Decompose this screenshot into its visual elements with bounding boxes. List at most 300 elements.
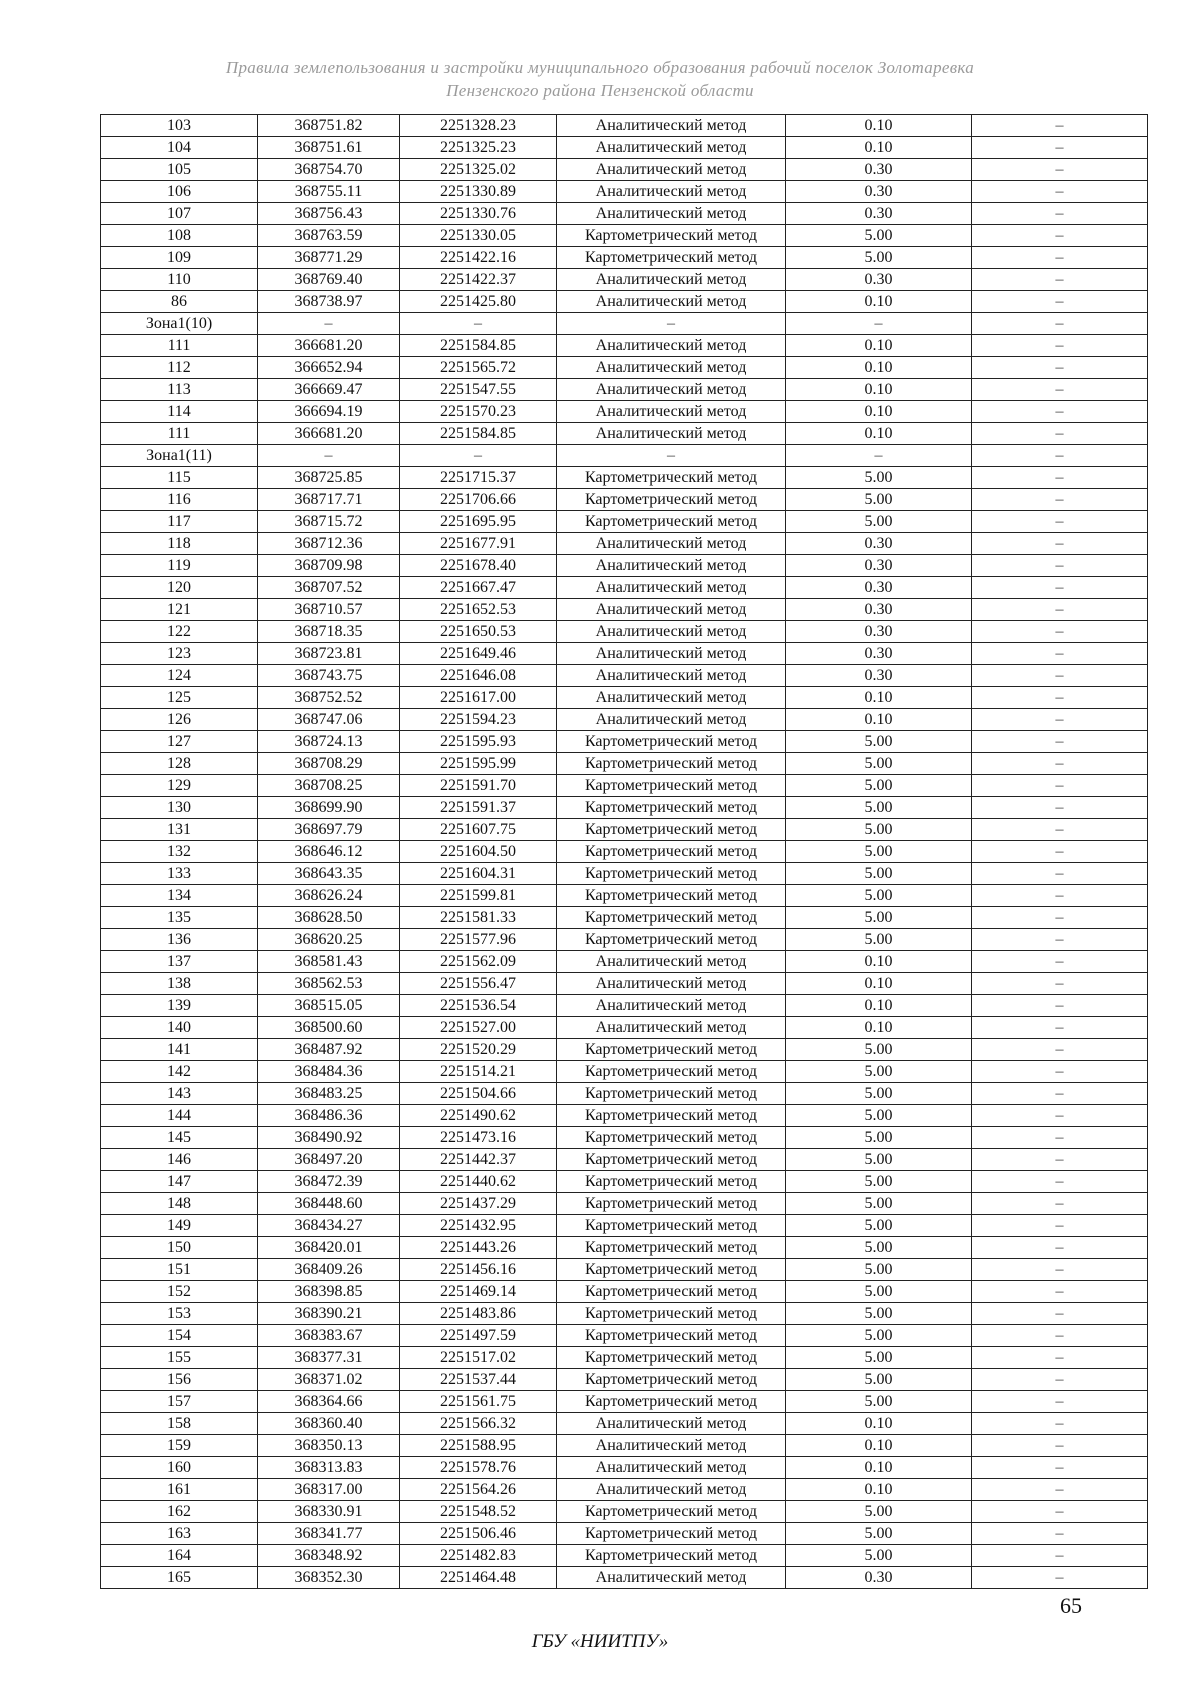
table-row xyxy=(101,357,1148,379)
method-cell: Картометрический метод xyxy=(557,797,786,819)
table-row xyxy=(101,1435,1148,1457)
x-coordinate-cell: 368738.97 xyxy=(258,291,400,313)
method-cell: Картометрический метод xyxy=(557,929,786,951)
note-cell: – xyxy=(972,621,1148,643)
header-line-1: Правила землепользования и застройки муниципального образования рабочий поселок Золотаревка xyxy=(225,58,975,77)
x-coordinate-cell: 368710.57 xyxy=(258,599,400,621)
point-number-cell: 138 xyxy=(101,973,258,995)
table-row xyxy=(101,555,1148,577)
point-number-cell: 157 xyxy=(101,1391,258,1413)
accuracy-cell: 5.00 xyxy=(786,1259,972,1281)
method-cell: Аналитический метод xyxy=(557,1457,786,1479)
point-number-cell: 110 xyxy=(101,269,258,291)
x-coordinate-cell: 368515.05 xyxy=(258,995,400,1017)
accuracy-cell: 0.10 xyxy=(786,401,972,423)
x-coordinate-cell: 368755.11 xyxy=(258,181,400,203)
method-cell: Аналитический метод xyxy=(557,181,786,203)
point-number-cell: 117 xyxy=(101,511,258,533)
point-number-cell: 148 xyxy=(101,1193,258,1215)
method-cell: Картометрический метод xyxy=(557,1083,786,1105)
y-coordinate-cell: 2251646.08 xyxy=(400,665,557,687)
accuracy-cell: 5.00 xyxy=(786,489,972,511)
point-number-cell: 142 xyxy=(101,1061,258,1083)
method-cell: Аналитический метод xyxy=(557,137,786,159)
accuracy-cell: 0.10 xyxy=(786,423,972,445)
note-cell: – xyxy=(972,357,1148,379)
method-cell: Картометрический метод xyxy=(557,753,786,775)
x-coordinate-cell: 368707.52 xyxy=(258,577,400,599)
method-cell: Картометрический метод xyxy=(557,1237,786,1259)
method-cell: Картометрический метод xyxy=(557,1215,786,1237)
y-coordinate-cell: 2251422.37 xyxy=(400,269,557,291)
y-coordinate-cell: 2251556.47 xyxy=(400,973,557,995)
table-row xyxy=(101,841,1148,863)
point-number-cell: 106 xyxy=(101,181,258,203)
accuracy-cell: 0.10 xyxy=(786,687,972,709)
accuracy-cell: 5.00 xyxy=(786,1369,972,1391)
table-row xyxy=(101,467,1148,489)
table-row xyxy=(101,181,1148,203)
table-row xyxy=(101,247,1148,269)
y-coordinate-cell: 2251425.80 xyxy=(400,291,557,313)
accuracy-cell: 5.00 xyxy=(786,1127,972,1149)
note-cell: – xyxy=(972,225,1148,247)
x-coordinate-cell: 368490.92 xyxy=(258,1127,400,1149)
point-number-cell: 151 xyxy=(101,1259,258,1281)
note-cell: – xyxy=(972,775,1148,797)
point-number-cell: 111 xyxy=(101,335,258,357)
note-cell: – xyxy=(972,907,1148,929)
accuracy-cell: 5.00 xyxy=(786,819,972,841)
note-cell: – xyxy=(972,709,1148,731)
note-cell: – xyxy=(972,665,1148,687)
note-cell: – xyxy=(972,203,1148,225)
x-coordinate-cell: 368756.43 xyxy=(258,203,400,225)
point-number-cell: 104 xyxy=(101,137,258,159)
point-number-cell: 152 xyxy=(101,1281,258,1303)
accuracy-cell: 0.10 xyxy=(786,951,972,973)
note-cell: – xyxy=(972,291,1148,313)
table-row xyxy=(101,379,1148,401)
y-coordinate-cell: 2251578.76 xyxy=(400,1457,557,1479)
point-number-cell: 112 xyxy=(101,357,258,379)
note-cell: – xyxy=(972,247,1148,269)
table-row xyxy=(101,1237,1148,1259)
accuracy-cell: 5.00 xyxy=(786,225,972,247)
x-coordinate-cell: – xyxy=(258,445,400,467)
method-cell: Картометрический метод xyxy=(557,1281,786,1303)
note-cell: – xyxy=(972,731,1148,753)
table-row xyxy=(101,335,1148,357)
note-cell: – xyxy=(972,1545,1148,1567)
note-cell: – xyxy=(972,973,1148,995)
point-number-cell: 111 xyxy=(101,423,258,445)
method-cell: Аналитический метод xyxy=(557,1413,786,1435)
x-coordinate-cell: 368483.25 xyxy=(258,1083,400,1105)
method-cell: Картометрический метод xyxy=(557,775,786,797)
point-number-cell: 136 xyxy=(101,929,258,951)
note-cell: – xyxy=(972,1171,1148,1193)
method-cell: Аналитический метод xyxy=(557,423,786,445)
method-cell: Аналитический метод xyxy=(557,973,786,995)
x-coordinate-cell: 366652.94 xyxy=(258,357,400,379)
x-coordinate-cell: 368317.00 xyxy=(258,1479,400,1501)
method-cell: Аналитический метод xyxy=(557,599,786,621)
table-row xyxy=(101,313,1148,335)
table-row xyxy=(101,731,1148,753)
point-number-cell: 107 xyxy=(101,203,258,225)
note-cell: – xyxy=(972,467,1148,489)
x-coordinate-cell: 368699.90 xyxy=(258,797,400,819)
x-coordinate-cell: 368364.66 xyxy=(258,1391,400,1413)
y-coordinate-cell: 2251584.85 xyxy=(400,423,557,445)
point-number-cell: 125 xyxy=(101,687,258,709)
method-cell: Картометрический метод xyxy=(557,1149,786,1171)
point-number-cell: 163 xyxy=(101,1523,258,1545)
note-cell: – xyxy=(972,401,1148,423)
y-coordinate-cell: 2251604.31 xyxy=(400,863,557,885)
y-coordinate-cell: 2251504.66 xyxy=(400,1083,557,1105)
x-coordinate-cell: 368712.36 xyxy=(258,533,400,555)
y-coordinate-cell: 2251594.23 xyxy=(400,709,557,731)
y-coordinate-cell: 2251325.02 xyxy=(400,159,557,181)
x-coordinate-cell: 366681.20 xyxy=(258,335,400,357)
y-coordinate-cell: 2251330.89 xyxy=(400,181,557,203)
method-cell: Картометрический метод xyxy=(557,1347,786,1369)
note-cell: – xyxy=(972,1281,1148,1303)
table-row xyxy=(101,159,1148,181)
accuracy-cell: 0.10 xyxy=(786,1457,972,1479)
point-number-cell: 143 xyxy=(101,1083,258,1105)
point-number-cell: 146 xyxy=(101,1149,258,1171)
point-number-cell: Зона1(11) xyxy=(101,445,258,467)
x-coordinate-cell: 368409.26 xyxy=(258,1259,400,1281)
point-number-cell: 108 xyxy=(101,225,258,247)
table-row xyxy=(101,995,1148,1017)
note-cell: – xyxy=(972,423,1148,445)
accuracy-cell: 0.30 xyxy=(786,203,972,225)
note-cell: – xyxy=(972,863,1148,885)
table-row xyxy=(101,1413,1148,1435)
accuracy-cell: 5.00 xyxy=(786,1545,972,1567)
point-number-cell: 132 xyxy=(101,841,258,863)
accuracy-cell: 5.00 xyxy=(786,1061,972,1083)
y-coordinate-cell: 2251497.59 xyxy=(400,1325,557,1347)
x-coordinate-cell: 368371.02 xyxy=(258,1369,400,1391)
accuracy-cell: 0.30 xyxy=(786,181,972,203)
point-number-cell: 156 xyxy=(101,1369,258,1391)
accuracy-cell: 5.00 xyxy=(786,1523,972,1545)
accuracy-cell: 0.10 xyxy=(786,357,972,379)
note-cell: – xyxy=(972,929,1148,951)
accuracy-cell: 5.00 xyxy=(786,797,972,819)
note-cell: – xyxy=(972,1347,1148,1369)
table-row xyxy=(101,1523,1148,1545)
y-coordinate-cell: 2251566.32 xyxy=(400,1413,557,1435)
y-coordinate-cell: 2251442.37 xyxy=(400,1149,557,1171)
note-cell: – xyxy=(972,753,1148,775)
note-cell: – xyxy=(972,555,1148,577)
table-row xyxy=(101,401,1148,423)
y-coordinate-cell: 2251520.29 xyxy=(400,1039,557,1061)
point-number-cell: 113 xyxy=(101,379,258,401)
accuracy-cell: 5.00 xyxy=(786,1105,972,1127)
table-row xyxy=(101,819,1148,841)
y-coordinate-cell: 2251440.62 xyxy=(400,1171,557,1193)
accuracy-cell: 5.00 xyxy=(786,1237,972,1259)
table-row xyxy=(101,1039,1148,1061)
x-coordinate-cell: 368724.13 xyxy=(258,731,400,753)
accuracy-cell: 5.00 xyxy=(786,929,972,951)
table-row xyxy=(101,863,1148,885)
note-cell: – xyxy=(972,533,1148,555)
y-coordinate-cell: 2251506.46 xyxy=(400,1523,557,1545)
method-cell: Картометрический метод xyxy=(557,1523,786,1545)
accuracy-cell: 5.00 xyxy=(786,1193,972,1215)
point-number-cell: 162 xyxy=(101,1501,258,1523)
x-coordinate-cell: 368330.91 xyxy=(258,1501,400,1523)
x-coordinate-cell: 368497.20 xyxy=(258,1149,400,1171)
accuracy-cell: 0.30 xyxy=(786,643,972,665)
point-number-cell: 149 xyxy=(101,1215,258,1237)
y-coordinate-cell: 2251591.37 xyxy=(400,797,557,819)
table-row xyxy=(101,643,1148,665)
accuracy-cell: 0.10 xyxy=(786,335,972,357)
x-coordinate-cell: 368620.25 xyxy=(258,929,400,951)
table-row xyxy=(101,665,1148,687)
table-row xyxy=(101,929,1148,951)
accuracy-cell: 5.00 xyxy=(786,1303,972,1325)
page-number: 65 xyxy=(1060,1593,1082,1618)
accuracy-cell: 0.30 xyxy=(786,555,972,577)
table-row xyxy=(101,621,1148,643)
note-cell: – xyxy=(972,1523,1148,1545)
x-coordinate-cell: 368487.92 xyxy=(258,1039,400,1061)
method-cell: Аналитический метод xyxy=(557,577,786,599)
x-coordinate-cell: 368743.75 xyxy=(258,665,400,687)
table-row xyxy=(101,1083,1148,1105)
y-coordinate-cell: 2251649.46 xyxy=(400,643,557,665)
table-row xyxy=(101,951,1148,973)
y-coordinate-cell: 2251432.95 xyxy=(400,1215,557,1237)
method-cell: Аналитический метод xyxy=(557,709,786,731)
x-coordinate-cell: 368500.60 xyxy=(258,1017,400,1039)
accuracy-cell: 5.00 xyxy=(786,1501,972,1523)
table-row xyxy=(101,1017,1148,1039)
accuracy-cell: 0.30 xyxy=(786,665,972,687)
point-number-cell: 134 xyxy=(101,885,258,907)
table-row xyxy=(101,1281,1148,1303)
y-coordinate-cell: 2251706.66 xyxy=(400,489,557,511)
accuracy-cell: 5.00 xyxy=(786,753,972,775)
note-cell: – xyxy=(972,1127,1148,1149)
x-coordinate-cell: 368360.40 xyxy=(258,1413,400,1435)
note-cell: – xyxy=(972,819,1148,841)
note-cell: – xyxy=(972,137,1148,159)
method-cell: Картометрический метод xyxy=(557,907,786,929)
accuracy-cell: 0.30 xyxy=(786,269,972,291)
y-coordinate-cell: 2251577.96 xyxy=(400,929,557,951)
point-number-cell: 115 xyxy=(101,467,258,489)
x-coordinate-cell: 368752.52 xyxy=(258,687,400,709)
method-cell: Картометрический метод xyxy=(557,1369,786,1391)
accuracy-cell: 0.10 xyxy=(786,709,972,731)
accuracy-cell: 0.30 xyxy=(786,577,972,599)
x-coordinate-cell: 368628.50 xyxy=(258,907,400,929)
y-coordinate-cell: 2251695.95 xyxy=(400,511,557,533)
x-coordinate-cell: 368562.53 xyxy=(258,973,400,995)
accuracy-cell: 5.00 xyxy=(786,775,972,797)
method-cell: Аналитический метод xyxy=(557,115,786,137)
y-coordinate-cell: 2251570.23 xyxy=(400,401,557,423)
table-row xyxy=(101,1149,1148,1171)
method-cell: Картометрический метод xyxy=(557,731,786,753)
table-row xyxy=(101,291,1148,313)
point-number-cell: 120 xyxy=(101,577,258,599)
note-cell: – xyxy=(972,995,1148,1017)
note-cell: – xyxy=(972,511,1148,533)
table-row xyxy=(101,885,1148,907)
point-number-cell: 105 xyxy=(101,159,258,181)
accuracy-cell: 0.10 xyxy=(786,1017,972,1039)
x-coordinate-cell: 366669.47 xyxy=(258,379,400,401)
method-cell: Картометрический метод xyxy=(557,819,786,841)
x-coordinate-cell: – xyxy=(258,313,400,335)
y-coordinate-cell: 2251564.26 xyxy=(400,1479,557,1501)
header-line-2: Пензенского района Пензенской области xyxy=(446,81,754,100)
note-cell: – xyxy=(972,797,1148,819)
point-number-cell: 155 xyxy=(101,1347,258,1369)
y-coordinate-cell: 2251588.95 xyxy=(400,1435,557,1457)
x-coordinate-cell: 368771.29 xyxy=(258,247,400,269)
y-coordinate-cell: 2251604.50 xyxy=(400,841,557,863)
method-cell: – xyxy=(557,313,786,335)
method-cell: Картометрический метод xyxy=(557,225,786,247)
table-row xyxy=(101,423,1148,445)
method-cell: – xyxy=(557,445,786,467)
table-row xyxy=(101,1501,1148,1523)
x-coordinate-cell: 368763.59 xyxy=(258,225,400,247)
note-cell: – xyxy=(972,1325,1148,1347)
method-cell: Аналитический метод xyxy=(557,665,786,687)
point-number-cell: 150 xyxy=(101,1237,258,1259)
note-cell: – xyxy=(972,1391,1148,1413)
method-cell: Аналитический метод xyxy=(557,555,786,577)
accuracy-cell: 0.10 xyxy=(786,291,972,313)
x-coordinate-cell: 368581.43 xyxy=(258,951,400,973)
note-cell: – xyxy=(972,687,1148,709)
note-cell: – xyxy=(972,1193,1148,1215)
note-cell: – xyxy=(972,159,1148,181)
y-coordinate-cell: 2251517.02 xyxy=(400,1347,557,1369)
method-cell: Картометрический метод xyxy=(557,511,786,533)
x-coordinate-cell: 368723.81 xyxy=(258,643,400,665)
note-cell: – xyxy=(972,1105,1148,1127)
table-row xyxy=(101,1457,1148,1479)
note-cell: – xyxy=(972,1435,1148,1457)
method-cell: Картометрический метод xyxy=(557,1303,786,1325)
accuracy-cell: – xyxy=(786,313,972,335)
accuracy-cell: 5.00 xyxy=(786,1325,972,1347)
note-cell: – xyxy=(972,115,1148,137)
note-cell: – xyxy=(972,1215,1148,1237)
x-coordinate-cell: 368769.40 xyxy=(258,269,400,291)
point-number-cell: 135 xyxy=(101,907,258,929)
note-cell: – xyxy=(972,445,1148,467)
x-coordinate-cell: 368643.35 xyxy=(258,863,400,885)
x-coordinate-cell: 368708.29 xyxy=(258,753,400,775)
accuracy-cell: 0.10 xyxy=(786,137,972,159)
method-cell: Аналитический метод xyxy=(557,203,786,225)
note-cell: – xyxy=(972,885,1148,907)
y-coordinate-cell: 2251536.54 xyxy=(400,995,557,1017)
y-coordinate-cell: 2251537.44 xyxy=(400,1369,557,1391)
x-coordinate-cell: 368708.25 xyxy=(258,775,400,797)
table-row xyxy=(101,1391,1148,1413)
table-row xyxy=(101,907,1148,929)
accuracy-cell: 0.10 xyxy=(786,973,972,995)
method-cell: Аналитический метод xyxy=(557,1479,786,1501)
point-number-cell: 122 xyxy=(101,621,258,643)
table-row xyxy=(101,203,1148,225)
method-cell: Картометрический метод xyxy=(557,1039,786,1061)
y-coordinate-cell: 2251469.14 xyxy=(400,1281,557,1303)
point-number-cell: 144 xyxy=(101,1105,258,1127)
y-coordinate-cell: – xyxy=(400,445,557,467)
method-cell: Картометрический метод xyxy=(557,1391,786,1413)
note-cell: – xyxy=(972,1303,1148,1325)
method-cell: Аналитический метод xyxy=(557,533,786,555)
x-coordinate-cell: 368472.39 xyxy=(258,1171,400,1193)
accuracy-cell: 0.30 xyxy=(786,1567,972,1589)
note-cell: – xyxy=(972,841,1148,863)
table-row xyxy=(101,269,1148,291)
method-cell: Аналитический метод xyxy=(557,335,786,357)
x-coordinate-cell: 366681.20 xyxy=(258,423,400,445)
table-row xyxy=(101,599,1148,621)
method-cell: Картометрический метод xyxy=(557,1501,786,1523)
accuracy-cell: 5.00 xyxy=(786,1281,972,1303)
x-coordinate-cell: 368341.77 xyxy=(258,1523,400,1545)
method-cell: Картометрический метод xyxy=(557,489,786,511)
note-cell: – xyxy=(972,1479,1148,1501)
point-number-cell: 118 xyxy=(101,533,258,555)
table-row xyxy=(101,533,1148,555)
note-cell: – xyxy=(972,1369,1148,1391)
accuracy-cell: 5.00 xyxy=(786,1391,972,1413)
point-number-cell: 161 xyxy=(101,1479,258,1501)
method-cell: Аналитический метод xyxy=(557,1567,786,1589)
y-coordinate-cell: 2251607.75 xyxy=(400,819,557,841)
point-number-cell: 164 xyxy=(101,1545,258,1567)
y-coordinate-cell: 2251328.23 xyxy=(400,115,557,137)
x-coordinate-cell: 368350.13 xyxy=(258,1435,400,1457)
point-number-cell: 159 xyxy=(101,1435,258,1457)
note-cell: – xyxy=(972,1501,1148,1523)
table-row xyxy=(101,489,1148,511)
x-coordinate-cell: 368434.27 xyxy=(258,1215,400,1237)
x-coordinate-cell: 368709.98 xyxy=(258,555,400,577)
note-cell: – xyxy=(972,1083,1148,1105)
point-number-cell: 126 xyxy=(101,709,258,731)
note-cell: – xyxy=(972,1237,1148,1259)
y-coordinate-cell: 2251595.99 xyxy=(400,753,557,775)
footer-organization: ГБУ «НИИТПУ» xyxy=(531,1631,669,1652)
y-coordinate-cell: 2251667.47 xyxy=(400,577,557,599)
point-number-cell: 153 xyxy=(101,1303,258,1325)
y-coordinate-cell: 2251330.05 xyxy=(400,225,557,247)
point-number-cell: 121 xyxy=(101,599,258,621)
